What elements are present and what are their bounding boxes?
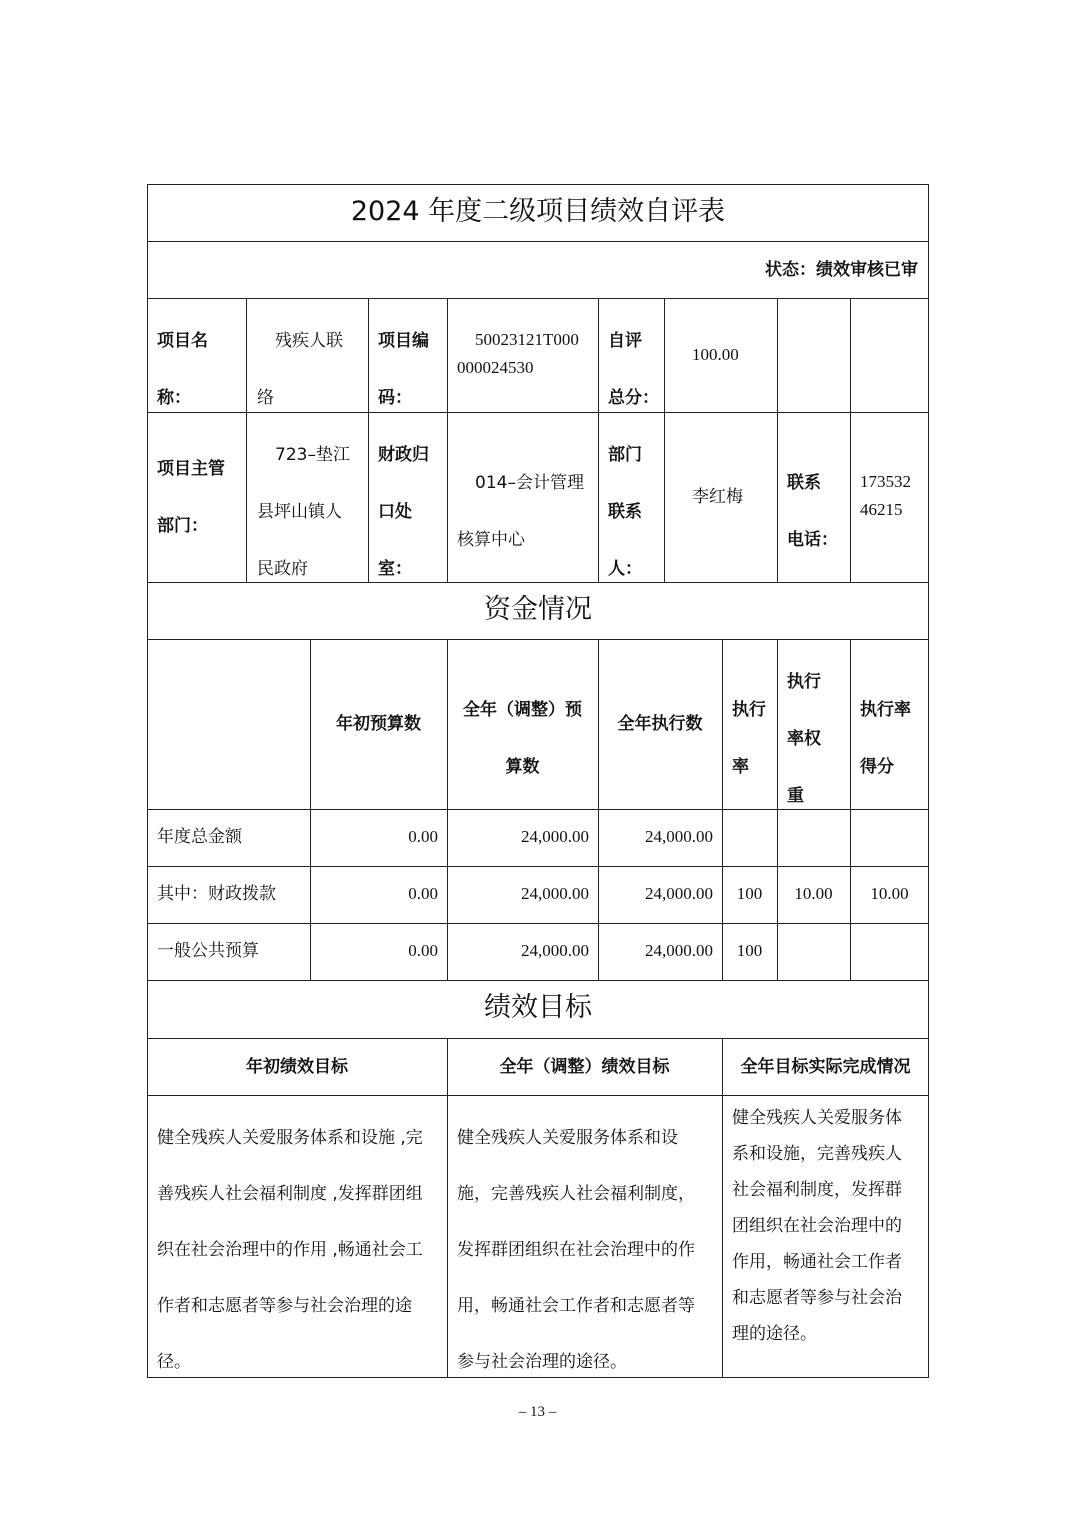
- actual-completion-text: 健全残疾人关爱服务体 系和设施，完善残疾人 社会福利制度，发挥群 团组织在社会治理中的 作用，畅通社会工作者 和志愿者等参与社会治 理的途径。: [732, 1108, 902, 1344]
- row-divider: [147, 923, 929, 924]
- adjusted-goal-text: 健全残疾人关爱服务体系和设 施，完善残疾人社会福利制度， 发挥群团组织在社会治理中的作 用，畅通社会工作者和志愿者等 参与社会治理的途径。: [457, 1128, 695, 1372]
- self-score-value: 100.00: [692, 345, 739, 364]
- status-label: 状态：绩效审核已审: [765, 260, 918, 280]
- row-divider: [147, 1095, 929, 1096]
- col-divider: [850, 298, 851, 582]
- fund-cell-executed: 24,000.00: [645, 941, 713, 960]
- project-name-label: 项目名 称：: [157, 331, 208, 408]
- self-score-label: 自评 总分：: [608, 331, 659, 408]
- header-exec-rate: 执行 率: [732, 700, 766, 777]
- header-executed: 全年执行数: [617, 714, 703, 734]
- page-title: 2024 年度二级项目绩效自评表: [350, 196, 726, 227]
- header-actual-completion: 全年目标实际完成情况: [740, 1057, 911, 1077]
- goals-section-title: 绩效目标: [484, 992, 592, 1023]
- col-divider: [722, 1038, 723, 1378]
- row-divider: [147, 1038, 929, 1039]
- fund-cell-score: 10.00: [870, 884, 909, 903]
- fund-cell-adjusted: 24,000.00: [521, 827, 589, 846]
- fund-cell-initial: 0.00: [408, 884, 438, 903]
- row-divider: [147, 980, 929, 981]
- page-number: – 13 –: [518, 1404, 557, 1420]
- fund-cell-label: 年度总金额: [157, 827, 242, 847]
- project-code-value: 50023121T000 000024530: [457, 330, 579, 377]
- header-initial-goal: 年初绩效目标: [246, 1057, 348, 1077]
- fund-cell-label: 其中：财政拨款: [157, 884, 276, 904]
- fund-cell-executed: 24,000.00: [645, 827, 713, 846]
- project-code-label: 项目编 码：: [378, 331, 429, 408]
- fund-cell-label: 一般公共预算: [157, 941, 259, 961]
- col-divider: [664, 298, 665, 582]
- header-adjusted-budget: 全年（调整）预 算数: [463, 700, 582, 777]
- fund-cell-rate: 100: [736, 941, 763, 960]
- col-divider: [777, 639, 778, 980]
- row-divider: [147, 639, 929, 640]
- phone-label: 联系 电话：: [787, 473, 838, 550]
- contact-label: 部门 联系 人：: [608, 445, 642, 579]
- col-divider: [598, 639, 599, 980]
- fund-cell-adjusted: 24,000.00: [521, 941, 589, 960]
- dept-value: 723–垫江 县坪山镇人 民政府: [257, 445, 350, 579]
- initial-goal-text: 健全残疾人关爱服务体系和设施 ,完 善残疾人社会福利制度 ,发挥群团组 织在社会治理中的作用 ,畅通社会工 作者和志愿者等参与社会治理的途 径。: [157, 1128, 423, 1372]
- finance-office-label: 财政归 口处 室：: [378, 445, 429, 579]
- col-divider: [447, 1038, 448, 1378]
- col-divider: [310, 639, 311, 980]
- fund-cell-adjusted: 24,000.00: [521, 884, 589, 903]
- col-divider: [777, 298, 778, 582]
- col-divider: [722, 639, 723, 980]
- finance-office-value: 014–会计管理 核算中心: [457, 473, 584, 550]
- row-divider: [147, 866, 929, 867]
- col-divider: [598, 298, 599, 582]
- header-adjusted-goal: 全年（调整）绩效目标: [499, 1057, 670, 1077]
- row-divider: [147, 241, 929, 242]
- phone-value: 173532 46215: [860, 472, 911, 519]
- header-rate-score: 执行率 得分: [860, 700, 911, 777]
- header-rate-weight: 执行 率权 重: [787, 672, 821, 806]
- col-divider: [246, 298, 247, 582]
- fund-cell-initial: 0.00: [408, 941, 438, 960]
- fund-cell-executed: 24,000.00: [645, 884, 713, 903]
- col-divider: [447, 298, 448, 582]
- col-divider: [368, 298, 369, 582]
- fund-cell-initial: 0.00: [408, 827, 438, 846]
- project-name-value: 残疾人联 络: [257, 331, 343, 408]
- header-initial-budget: 年初预算数: [336, 714, 421, 734]
- dept-label: 项目主管 部门：: [157, 459, 225, 536]
- fund-cell-weight: 10.00: [794, 884, 833, 903]
- row-divider: [147, 298, 929, 299]
- col-divider: [850, 639, 851, 980]
- contact-value: 李红梅: [692, 487, 743, 507]
- fund-cell-rate: 100: [736, 884, 763, 903]
- funds-section-title: 资金情况: [484, 594, 592, 625]
